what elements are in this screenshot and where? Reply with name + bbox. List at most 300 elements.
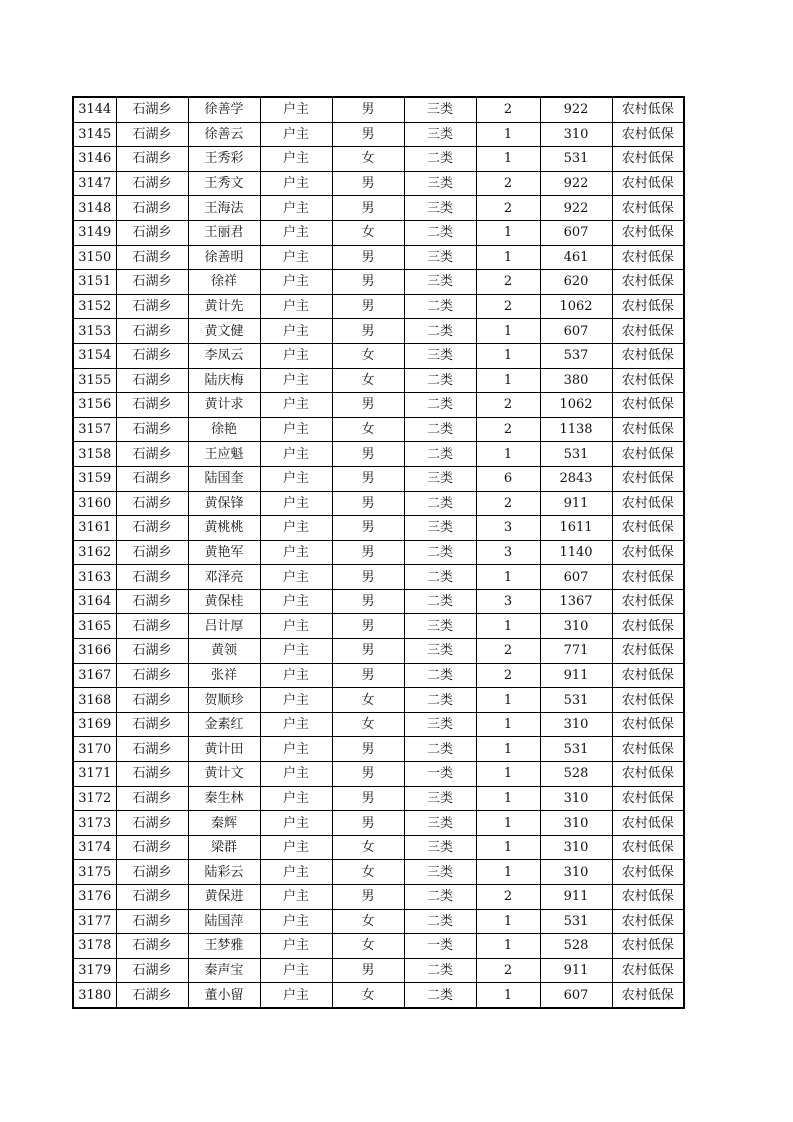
cell-category: 三类: [404, 122, 476, 147]
cell-name: 黄保锋: [188, 491, 260, 516]
cell-serial-number: 3160: [73, 491, 116, 516]
cell-township: 石湖乡: [116, 270, 188, 295]
cell-household-size: 1: [476, 811, 540, 836]
cell-gender: 男: [332, 319, 404, 344]
cell-household-size: 2: [476, 97, 540, 122]
cell-category: 一类: [404, 762, 476, 787]
cell-category: 二类: [404, 909, 476, 934]
table-row: [73, 97, 684, 122]
cell-name: 吕计厚: [188, 614, 260, 639]
cell-category: 三类: [404, 835, 476, 860]
cell-household-size: 2: [476, 417, 540, 442]
cell-relation: 户主: [260, 639, 332, 664]
cell-household-size: 2: [476, 885, 540, 910]
cell-household-size: 2: [476, 393, 540, 418]
cell-amount: 607: [540, 220, 612, 245]
cell-household-size: 6: [476, 466, 540, 491]
cell-serial-number: 3175: [73, 860, 116, 885]
table-row: [73, 639, 684, 664]
cell-category: 二类: [404, 417, 476, 442]
cell-category: 二类: [404, 442, 476, 467]
cell-name: 陆国萍: [188, 909, 260, 934]
cell-household-size: 2: [476, 270, 540, 295]
cell-amount: 531: [540, 909, 612, 934]
cell-serial-number: 3159: [73, 466, 116, 491]
cell-amount: 310: [540, 811, 612, 836]
cell-township: 石湖乡: [116, 860, 188, 885]
cell-serial-number: 3147: [73, 171, 116, 196]
cell-household-size: 1: [476, 835, 540, 860]
cell-township: 石湖乡: [116, 885, 188, 910]
cell-amount: 607: [540, 565, 612, 590]
cell-relation: 户主: [260, 270, 332, 295]
cell-household-size: 1: [476, 442, 540, 467]
cell-relation: 户主: [260, 565, 332, 590]
cell-program-type: 农村低保: [612, 786, 684, 811]
cell-name: 秦声宝: [188, 958, 260, 983]
cell-program-type: 农村低保: [612, 983, 684, 1008]
cell-program-type: 农村低保: [612, 811, 684, 836]
cell-township: 石湖乡: [116, 909, 188, 934]
cell-name: 徐善学: [188, 97, 260, 122]
cell-category: 三类: [404, 614, 476, 639]
cell-gender: 男: [332, 393, 404, 418]
cell-amount: 531: [540, 737, 612, 762]
cell-relation: 户主: [260, 417, 332, 442]
cell-serial-number: 3151: [73, 270, 116, 295]
cell-name: 王应魁: [188, 442, 260, 467]
cell-name: 贺顺珍: [188, 688, 260, 713]
cell-program-type: 农村低保: [612, 688, 684, 713]
cell-serial-number: 3167: [73, 663, 116, 688]
cell-township: 石湖乡: [116, 516, 188, 541]
cell-relation: 户主: [260, 196, 332, 221]
cell-name: 徐善云: [188, 122, 260, 147]
cell-gender: 女: [332, 835, 404, 860]
cell-household-size: 1: [476, 565, 540, 590]
cell-program-type: 农村低保: [612, 712, 684, 737]
cell-amount: 771: [540, 639, 612, 664]
table-row: [73, 786, 684, 811]
table-row: [73, 319, 684, 344]
cell-relation: 户主: [260, 589, 332, 614]
cell-household-size: 1: [476, 762, 540, 787]
cell-gender: 男: [332, 491, 404, 516]
cell-serial-number: 3162: [73, 540, 116, 565]
cell-amount: 1138: [540, 417, 612, 442]
cell-name: 徐艳: [188, 417, 260, 442]
cell-relation: 户主: [260, 737, 332, 762]
cell-township: 石湖乡: [116, 466, 188, 491]
cell-category: 三类: [404, 270, 476, 295]
cell-serial-number: 3179: [73, 958, 116, 983]
cell-serial-number: 3157: [73, 417, 116, 442]
table-row: [73, 466, 684, 491]
cell-program-type: 农村低保: [612, 442, 684, 467]
cell-household-size: 2: [476, 958, 540, 983]
cell-name: 黄文健: [188, 319, 260, 344]
table-row: [73, 294, 684, 319]
cell-program-type: 农村低保: [612, 614, 684, 639]
table-row: [73, 343, 684, 368]
cell-category: 一类: [404, 934, 476, 959]
cell-program-type: 农村低保: [612, 663, 684, 688]
cell-township: 石湖乡: [116, 319, 188, 344]
cell-amount: 911: [540, 958, 612, 983]
cell-township: 石湖乡: [116, 122, 188, 147]
cell-name: 秦辉: [188, 811, 260, 836]
cell-gender: 女: [332, 983, 404, 1008]
cell-serial-number: 3146: [73, 147, 116, 172]
cell-township: 石湖乡: [116, 540, 188, 565]
cell-household-size: 1: [476, 368, 540, 393]
cell-gender: 女: [332, 368, 404, 393]
cell-name: 陆彩云: [188, 860, 260, 885]
cell-relation: 户主: [260, 294, 332, 319]
cell-relation: 户主: [260, 762, 332, 787]
cell-amount: 922: [540, 171, 612, 196]
cell-category: 二类: [404, 393, 476, 418]
cell-name: 王海法: [188, 196, 260, 221]
cell-township: 石湖乡: [116, 958, 188, 983]
cell-gender: 男: [332, 786, 404, 811]
table-row: [73, 220, 684, 245]
cell-program-type: 农村低保: [612, 294, 684, 319]
cell-serial-number: 3158: [73, 442, 116, 467]
cell-serial-number: 3156: [73, 393, 116, 418]
cell-category: 二类: [404, 147, 476, 172]
cell-amount: 310: [540, 614, 612, 639]
cell-program-type: 农村低保: [612, 122, 684, 147]
cell-township: 石湖乡: [116, 835, 188, 860]
cell-relation: 户主: [260, 885, 332, 910]
cell-relation: 户主: [260, 319, 332, 344]
cell-gender: 女: [332, 688, 404, 713]
cell-township: 石湖乡: [116, 442, 188, 467]
cell-name: 秦生林: [188, 786, 260, 811]
cell-relation: 户主: [260, 688, 332, 713]
table-row: [73, 885, 684, 910]
table-row: [73, 442, 684, 467]
cell-name: 黄计文: [188, 762, 260, 787]
beneficiary-table: [72, 96, 685, 1009]
cell-gender: 男: [332, 122, 404, 147]
table-row: [73, 811, 684, 836]
cell-relation: 户主: [260, 442, 332, 467]
cell-name: 董小留: [188, 983, 260, 1008]
cell-amount: 620: [540, 270, 612, 295]
cell-program-type: 农村低保: [612, 220, 684, 245]
table-row: [73, 762, 684, 787]
cell-relation: 户主: [260, 122, 332, 147]
cell-gender: 女: [332, 343, 404, 368]
cell-category: 三类: [404, 245, 476, 270]
cell-household-size: 3: [476, 589, 540, 614]
cell-township: 石湖乡: [116, 245, 188, 270]
cell-serial-number: 3148: [73, 196, 116, 221]
cell-program-type: 农村低保: [612, 860, 684, 885]
cell-serial-number: 3172: [73, 786, 116, 811]
table-row: [73, 934, 684, 959]
cell-gender: 男: [332, 885, 404, 910]
cell-gender: 男: [332, 663, 404, 688]
cell-gender: 男: [332, 97, 404, 122]
cell-relation: 户主: [260, 909, 332, 934]
cell-category: 三类: [404, 860, 476, 885]
cell-serial-number: 3168: [73, 688, 116, 713]
cell-relation: 户主: [260, 220, 332, 245]
cell-serial-number: 3170: [73, 737, 116, 762]
cell-category: 二类: [404, 688, 476, 713]
cell-relation: 户主: [260, 147, 332, 172]
cell-household-size: 1: [476, 220, 540, 245]
cell-relation: 户主: [260, 516, 332, 541]
cell-program-type: 农村低保: [612, 343, 684, 368]
cell-serial-number: 3144: [73, 97, 116, 122]
cell-township: 石湖乡: [116, 147, 188, 172]
cell-household-size: 2: [476, 196, 540, 221]
cell-program-type: 农村低保: [612, 245, 684, 270]
cell-township: 石湖乡: [116, 786, 188, 811]
cell-household-size: 1: [476, 786, 540, 811]
cell-amount: 310: [540, 122, 612, 147]
cell-household-size: 1: [476, 614, 540, 639]
cell-program-type: 农村低保: [612, 97, 684, 122]
cell-township: 石湖乡: [116, 491, 188, 516]
cell-name: 李凤云: [188, 343, 260, 368]
cell-amount: 528: [540, 762, 612, 787]
cell-relation: 户主: [260, 860, 332, 885]
table-row: [73, 491, 684, 516]
cell-township: 石湖乡: [116, 762, 188, 787]
cell-category: 二类: [404, 737, 476, 762]
cell-program-type: 农村低保: [612, 270, 684, 295]
cell-serial-number: 3165: [73, 614, 116, 639]
cell-serial-number: 3149: [73, 220, 116, 245]
cell-program-type: 农村低保: [612, 639, 684, 664]
table-row: [73, 909, 684, 934]
cell-serial-number: 3152: [73, 294, 116, 319]
cell-township: 石湖乡: [116, 663, 188, 688]
table-row: [73, 171, 684, 196]
cell-township: 石湖乡: [116, 614, 188, 639]
cell-category: 二类: [404, 368, 476, 393]
cell-amount: 531: [540, 147, 612, 172]
cell-category: 二类: [404, 540, 476, 565]
cell-household-size: 1: [476, 860, 540, 885]
cell-relation: 户主: [260, 97, 332, 122]
cell-name: 徐善明: [188, 245, 260, 270]
cell-relation: 户主: [260, 614, 332, 639]
cell-household-size: 1: [476, 983, 540, 1008]
cell-name: 黄计田: [188, 737, 260, 762]
cell-name: 黄桃桃: [188, 516, 260, 541]
cell-program-type: 农村低保: [612, 540, 684, 565]
cell-name: 黄保进: [188, 885, 260, 910]
cell-household-size: 1: [476, 319, 540, 344]
table-row: [73, 147, 684, 172]
cell-gender: 男: [332, 196, 404, 221]
cell-township: 石湖乡: [116, 97, 188, 122]
cell-household-size: 1: [476, 343, 540, 368]
cell-amount: 1367: [540, 589, 612, 614]
cell-serial-number: 3150: [73, 245, 116, 270]
cell-program-type: 农村低保: [612, 466, 684, 491]
cell-gender: 女: [332, 934, 404, 959]
cell-name: 王秀文: [188, 171, 260, 196]
cell-name: 徐祥: [188, 270, 260, 295]
cell-gender: 男: [332, 565, 404, 590]
cell-amount: 911: [540, 663, 612, 688]
cell-relation: 户主: [260, 343, 332, 368]
cell-relation: 户主: [260, 171, 332, 196]
cell-category: 三类: [404, 639, 476, 664]
cell-program-type: 农村低保: [612, 934, 684, 959]
cell-amount: 911: [540, 491, 612, 516]
table-row: [73, 368, 684, 393]
cell-gender: 男: [332, 811, 404, 836]
cell-category: 三类: [404, 196, 476, 221]
cell-serial-number: 3155: [73, 368, 116, 393]
cell-gender: 男: [332, 958, 404, 983]
cell-household-size: 1: [476, 122, 540, 147]
cell-amount: 922: [540, 97, 612, 122]
table-row: [73, 614, 684, 639]
cell-serial-number: 3161: [73, 516, 116, 541]
cell-name: 金素红: [188, 712, 260, 737]
cell-program-type: 农村低保: [612, 171, 684, 196]
cell-gender: 女: [332, 220, 404, 245]
cell-category: 二类: [404, 565, 476, 590]
table-row: [73, 565, 684, 590]
cell-category: 二类: [404, 983, 476, 1008]
cell-household-size: 1: [476, 909, 540, 934]
cell-name: 张祥: [188, 663, 260, 688]
table-row: [73, 958, 684, 983]
cell-gender: 男: [332, 540, 404, 565]
cell-program-type: 农村低保: [612, 835, 684, 860]
cell-serial-number: 3154: [73, 343, 116, 368]
cell-amount: 1140: [540, 540, 612, 565]
cell-amount: 607: [540, 983, 612, 1008]
cell-household-size: 2: [476, 663, 540, 688]
cell-program-type: 农村低保: [612, 196, 684, 221]
cell-category: 三类: [404, 811, 476, 836]
cell-category: 二类: [404, 958, 476, 983]
cell-township: 石湖乡: [116, 393, 188, 418]
cell-township: 石湖乡: [116, 220, 188, 245]
cell-category: 二类: [404, 220, 476, 245]
cell-gender: 男: [332, 442, 404, 467]
cell-township: 石湖乡: [116, 294, 188, 319]
cell-serial-number: 3178: [73, 934, 116, 959]
cell-category: 二类: [404, 319, 476, 344]
cell-name: 邓泽亮: [188, 565, 260, 590]
cell-amount: 310: [540, 712, 612, 737]
table-row: [73, 540, 684, 565]
cell-amount: 1611: [540, 516, 612, 541]
cell-gender: 男: [332, 270, 404, 295]
cell-category: 三类: [404, 712, 476, 737]
cell-gender: 女: [332, 417, 404, 442]
cell-amount: 531: [540, 442, 612, 467]
cell-name: 黄领: [188, 639, 260, 664]
cell-relation: 户主: [260, 245, 332, 270]
cell-serial-number: 3171: [73, 762, 116, 787]
table-row: [73, 270, 684, 295]
cell-name: 梁群: [188, 835, 260, 860]
cell-program-type: 农村低保: [612, 885, 684, 910]
cell-amount: 537: [540, 343, 612, 368]
cell-gender: 女: [332, 147, 404, 172]
cell-serial-number: 3145: [73, 122, 116, 147]
cell-relation: 户主: [260, 934, 332, 959]
cell-household-size: 1: [476, 934, 540, 959]
cell-name: 黄计求: [188, 393, 260, 418]
cell-relation: 户主: [260, 712, 332, 737]
cell-amount: 922: [540, 196, 612, 221]
cell-amount: 528: [540, 934, 612, 959]
cell-household-size: 2: [476, 639, 540, 664]
cell-township: 石湖乡: [116, 639, 188, 664]
cell-gender: 女: [332, 860, 404, 885]
cell-serial-number: 3164: [73, 589, 116, 614]
cell-township: 石湖乡: [116, 712, 188, 737]
cell-serial-number: 3173: [73, 811, 116, 836]
cell-program-type: 农村低保: [612, 565, 684, 590]
cell-relation: 户主: [260, 491, 332, 516]
cell-township: 石湖乡: [116, 368, 188, 393]
table-row: [73, 983, 684, 1008]
cell-program-type: 农村低保: [612, 368, 684, 393]
cell-gender: 男: [332, 737, 404, 762]
cell-category: 二类: [404, 294, 476, 319]
cell-amount: 911: [540, 885, 612, 910]
cell-serial-number: 3163: [73, 565, 116, 590]
cell-name: 陆国奎: [188, 466, 260, 491]
cell-relation: 户主: [260, 983, 332, 1008]
cell-serial-number: 3177: [73, 909, 116, 934]
table-row: [73, 589, 684, 614]
cell-gender: 男: [332, 171, 404, 196]
cell-category: 三类: [404, 466, 476, 491]
cell-relation: 户主: [260, 540, 332, 565]
cell-household-size: 1: [476, 147, 540, 172]
cell-serial-number: 3153: [73, 319, 116, 344]
cell-household-size: 2: [476, 171, 540, 196]
cell-program-type: 农村低保: [612, 319, 684, 344]
cell-program-type: 农村低保: [612, 491, 684, 516]
cell-serial-number: 3174: [73, 835, 116, 860]
cell-gender: 女: [332, 712, 404, 737]
cell-gender: 女: [332, 909, 404, 934]
cell-relation: 户主: [260, 786, 332, 811]
cell-gender: 男: [332, 762, 404, 787]
table-row: [73, 516, 684, 541]
cell-category: 三类: [404, 343, 476, 368]
cell-township: 石湖乡: [116, 934, 188, 959]
cell-amount: 310: [540, 860, 612, 885]
cell-program-type: 农村低保: [612, 417, 684, 442]
cell-gender: 男: [332, 589, 404, 614]
cell-program-type: 农村低保: [612, 589, 684, 614]
cell-amount: 310: [540, 835, 612, 860]
cell-program-type: 农村低保: [612, 762, 684, 787]
cell-name: 黄艳军: [188, 540, 260, 565]
table-body: [73, 97, 684, 1008]
cell-gender: 男: [332, 516, 404, 541]
cell-gender: 男: [332, 614, 404, 639]
